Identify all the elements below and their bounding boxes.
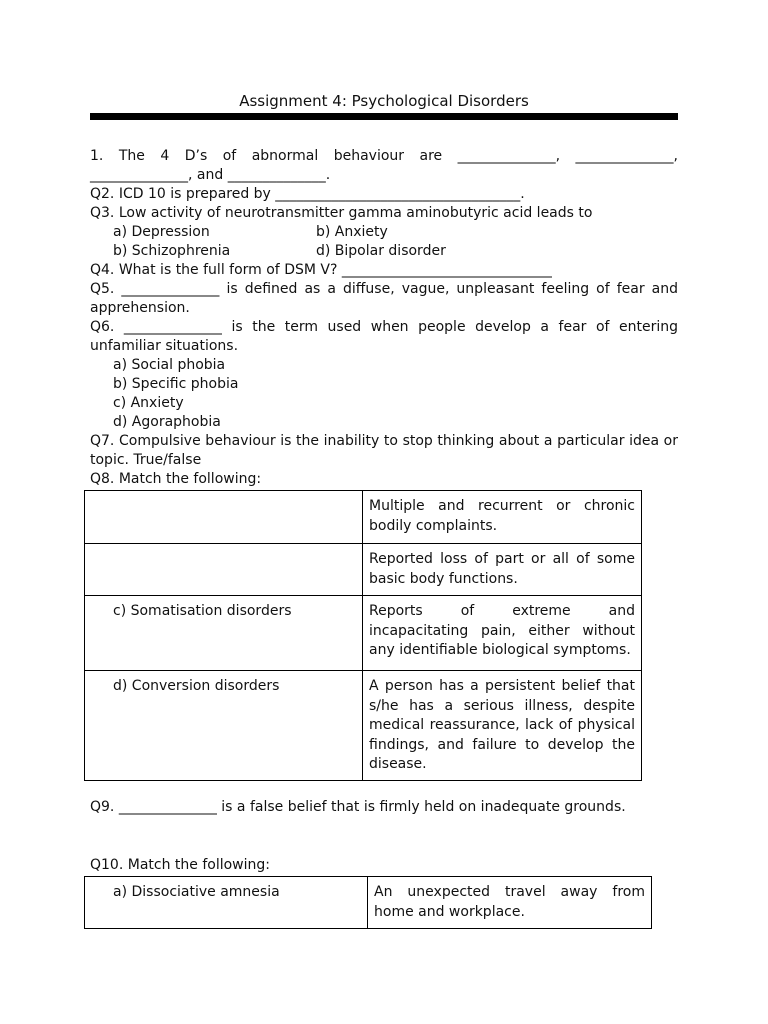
question-4: Q4. What is the full form of DSM V? ______________________________: [90, 262, 552, 278]
table-row: [85, 596, 642, 671]
question-1-word: are: [419, 148, 443, 164]
match-left-cell: [85, 544, 363, 596]
question-7-line-2: topic. True/false: [90, 452, 202, 468]
question-3-option-b-schizophrenia: b) Schizophrenia: [113, 243, 231, 259]
table-row: [85, 671, 642, 781]
question-6-line-1: Q6. ______________ is the term used when people develop a fear of entering: [90, 319, 678, 335]
question-6-line-2: unfamiliar situations.: [90, 338, 239, 354]
question-2: Q2. ICD 10 is prepared by ___________________________________.: [90, 186, 525, 202]
question-1-word: ______________,: [575, 148, 678, 164]
question-1-word: The: [118, 148, 145, 164]
question-10-match-table: [84, 876, 652, 929]
table-row: [85, 544, 642, 596]
match-right-cell: A person has a persistent belief that s/he has a serious illness, despite medical reassurance, lack of physical findings, and failure to develop the disease.: [363, 671, 642, 781]
question-6-option-a: a) Social phobia: [113, 357, 226, 373]
question-7-line-1: Q7. Compulsive behaviour is the inability to stop thinking about a particular idea or: [90, 433, 678, 449]
question-1-word: 1.: [90, 148, 104, 164]
match-right-cell: Multiple and recurrent or chronic bodily complaints.: [363, 491, 642, 544]
question-9: Q9. ______________ is a false belief that is firmly held on inadequate grounds.: [90, 799, 626, 815]
question-1-word: of: [222, 148, 237, 164]
match-left-cell: a) Dissociative amnesia: [85, 877, 368, 929]
question-1-word: D’s: [184, 148, 208, 164]
question-8-match-table: [84, 490, 642, 781]
question-10-heading: Q10. Match the following:: [90, 857, 270, 873]
question-5-line-2: apprehension.: [90, 300, 190, 316]
question-3: Q3. Low activity of neurotransmitter gamma aminobutyric acid leads to: [90, 205, 593, 221]
match-left-cell: c) Somatisation disorders: [85, 596, 363, 671]
question-5-line-1: Q5. ______________ is defined as a diffuse, vague, unpleasant feeling of fear and: [90, 281, 678, 297]
question-3-option-d: d) Bipolar disorder: [316, 243, 446, 259]
question-8-heading: Q8. Match the following:: [90, 471, 262, 487]
question-1-line-1: [90, 148, 678, 164]
match-right-cell: An unexpected travel away from home and workplace.: [368, 877, 652, 929]
table-row: [85, 877, 652, 929]
page-title: Assignment 4: Psychological Disorders: [239, 92, 529, 110]
question-6-option-b: b) Specific phobia: [113, 376, 239, 392]
question-3-option-b-anxiety: b) Anxiety: [316, 224, 388, 240]
question-1: [90, 148, 678, 164]
question-6-option-c: c) Anxiety: [113, 395, 184, 411]
match-right-cell: Reports of extreme and incapacitating pain, either without any identifiable biological symptoms.: [363, 596, 642, 671]
match-left-cell: [85, 491, 363, 544]
title-divider: [90, 113, 678, 120]
match-left-cell: d) Conversion disorders: [85, 671, 363, 781]
table-row: [85, 491, 642, 544]
question-1-word: 4: [160, 148, 170, 164]
match-right-cell: Reported loss of part or all of some basic body functions.: [363, 544, 642, 596]
question-6-option-d: d) Agoraphobia: [113, 414, 221, 430]
question-3-option-a: a) Depression: [113, 224, 210, 240]
question-1-word: behaviour: [333, 148, 405, 164]
question-1-word: ______________,: [457, 148, 561, 164]
question-1-line-2: ______________, and ______________.: [90, 167, 331, 183]
question-1-word: abnormal: [251, 148, 319, 164]
